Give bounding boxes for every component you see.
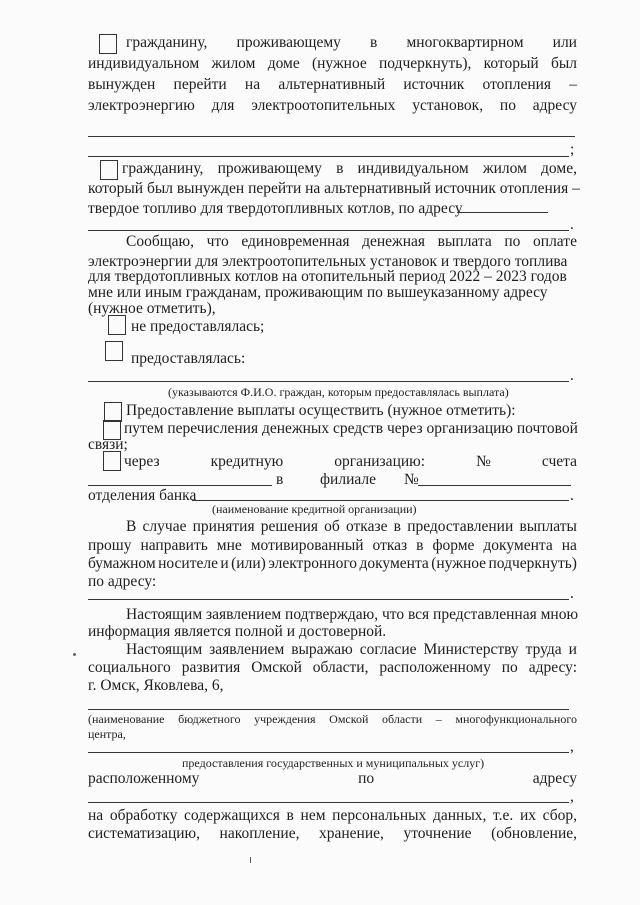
payment-heading: Предоставление выплаты осуществить (нужное отметить):	[126, 402, 516, 419]
option-not-provided: не предоставлялась;	[131, 318, 265, 335]
message-line1: Сообщаю, что единовременная денежная выплата по оплате	[126, 233, 577, 250]
branch-number-line[interactable]	[418, 485, 571, 486]
refusal-line4: по адресу:	[88, 573, 157, 590]
mfc-address-line[interactable]	[88, 802, 569, 803]
checkbox-bank[interactable]	[103, 451, 121, 471]
bank-in-label: в	[276, 471, 284, 488]
block2-line2: который был вынужден перейти на альтернативный источник отопления –	[88, 180, 580, 197]
mfc-comma: ,	[570, 738, 574, 755]
scan-speck	[73, 653, 76, 656]
refusal-line2: прошу направить мне мотивированный отказ в форме документа на	[88, 537, 577, 554]
checkbox-not-provided[interactable]	[108, 315, 126, 335]
message-line3: для твердотопливных котлов на отопительный период 2022 – 2023 годов	[88, 268, 567, 285]
block2-line3: твердое топливо для твердотопливных котлов, по адресу	[88, 200, 463, 217]
processing-line2: систематизацию, накопление, хранение, уточнение (обновление,	[88, 825, 577, 842]
address-line-3b[interactable]	[88, 230, 569, 231]
payment-post-line1: путем перечисления денежных средств через организацию почтовой	[124, 420, 578, 437]
bank-branch-label: филиале	[320, 471, 376, 488]
payment-bank-line1: через кредитную организацию: № счета	[124, 453, 577, 470]
provided-end-mark: .	[570, 367, 574, 384]
refusal-line1: В случае принятия решения об отказе в предоставлении выплаты	[126, 518, 577, 535]
checkbox-payment-heading[interactable]	[104, 402, 122, 422]
block1-line4: электроэнергию для электроотопительных установок, по адресу	[88, 97, 577, 114]
consent-line2: социального развития Омской области, расположенному по адресу:	[88, 659, 577, 676]
block1-line1: гражданину, проживающему в многоквартирном или	[126, 34, 577, 51]
mfc-address-comma: ,	[570, 788, 574, 805]
payment-post-line2: связи;	[88, 436, 128, 453]
mfc-hint-line3: предоставления государственных и муниципальных услуг)	[182, 756, 485, 770]
checkbox-apartment-or-house[interactable]	[99, 34, 117, 54]
account-number-line[interactable]	[88, 485, 272, 486]
bank-number-label: №	[404, 471, 419, 488]
mfc-hint-line2: центра,	[88, 727, 126, 741]
refusal-address-line[interactable]	[88, 599, 569, 600]
message-line2: электроэнергии для электроотопительных установок и твердого топлива	[88, 253, 568, 270]
confirm-line1: Настоящим заявлением подтверждаю, что вся представленная мною	[126, 606, 579, 623]
bank-end-mark: .	[570, 487, 574, 504]
block2-line1: гражданину, проживающему в индивидуальном жилом доме,	[122, 160, 577, 177]
refusal-end-mark: .	[570, 585, 574, 602]
checkbox-private-house[interactable]	[100, 160, 118, 180]
bank-branch-name-line[interactable]	[192, 500, 569, 501]
provided-hint: (указываются Ф.И.О. граждан, которым предоставлялась выплата)	[168, 385, 509, 399]
mfc-name-line-2[interactable]	[88, 752, 569, 753]
refusal-line3: бумажном носителе и (или) электронного документа (нужное подчеркнуть)	[88, 555, 577, 572]
address-line-2[interactable]	[88, 156, 569, 157]
consent-line3: г. Омск, Яковлева, 6,	[88, 677, 224, 694]
address-line-3a[interactable]	[457, 212, 548, 213]
checkbox-provided[interactable]	[105, 341, 123, 361]
consent-line1: Настоящим заявлением выражаю согласие Министерству труда и	[126, 641, 577, 658]
message-line5: (нужное отметить),	[88, 300, 216, 317]
confirm-line2: информация является полной и достоверной.	[88, 623, 387, 640]
message-line4: мне или иным гражданам, проживающим по вышеуказанному адресу	[88, 284, 548, 301]
bank-hint: (наименование кредитной организации)	[212, 502, 417, 516]
processing-line1: на обработку содержащихся в нем персональных данных, т.е. их сбор,	[88, 807, 577, 824]
address-line-1[interactable]	[88, 136, 575, 137]
block1-line3: вынужден перейти на альтернативный источник отопления –	[88, 76, 577, 93]
block1-end-mark: ;	[570, 141, 575, 158]
mfc-name-line[interactable]	[88, 709, 569, 710]
option-provided: предоставлялась:	[131, 350, 246, 367]
block1-line2: индивидуальном жилом доме (нужное подчеркнуть), который был	[88, 55, 577, 72]
scan-mark	[250, 857, 251, 863]
payment-bank-line3: отделения банка	[88, 487, 197, 504]
provided-names-line[interactable]	[88, 381, 569, 382]
block2-end-mark: .	[570, 216, 574, 233]
mfc-hint-line1: (наименование бюджетного учреждения Омской области – многофункционального	[88, 712, 577, 726]
consent-located-line: расположенному по адресу	[88, 770, 577, 787]
